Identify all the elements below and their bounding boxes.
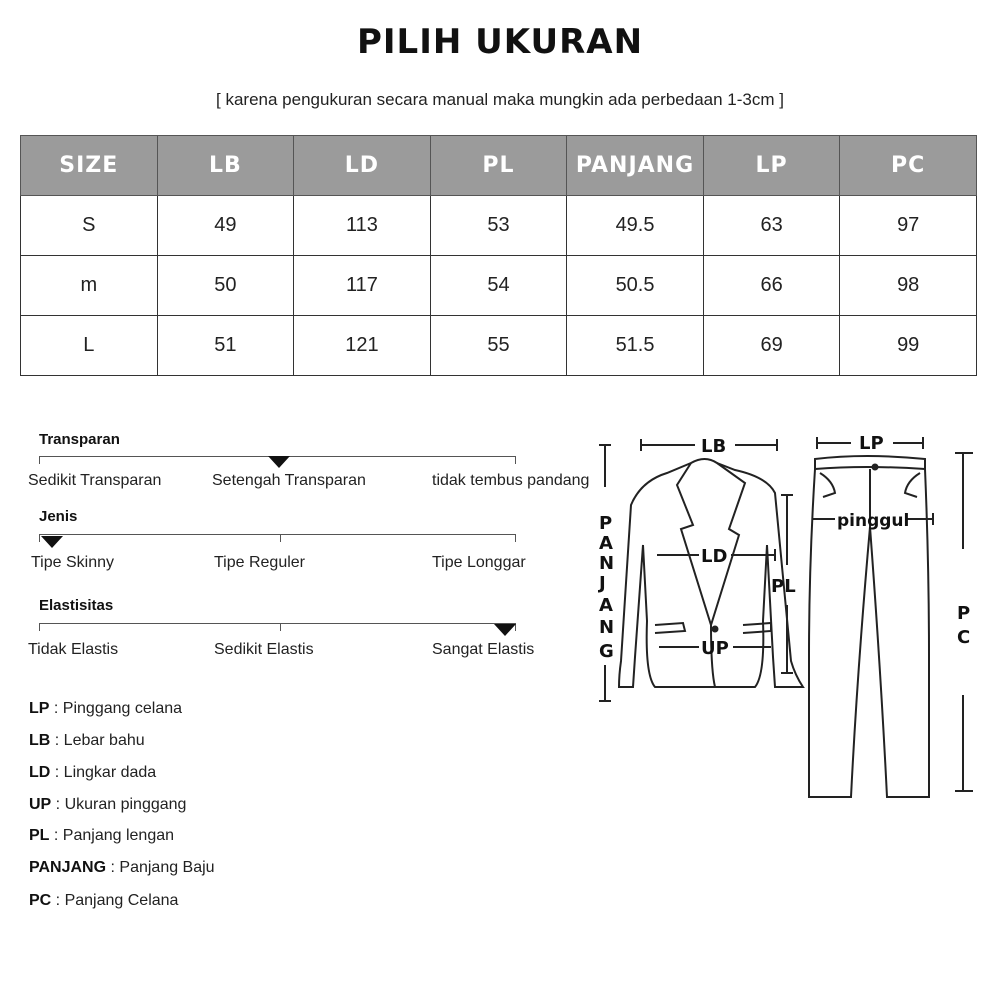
table-row — [21, 196, 977, 256]
table-cell: 55 — [430, 316, 567, 376]
table-cell: L — [21, 316, 158, 376]
legend-desc: Ukuran pinggang — [64, 796, 187, 813]
scale-option-label: tidak tembus pandang — [432, 472, 590, 489]
legend-key: PANJANG — [29, 859, 107, 876]
legend-item: UP : Ukuran pinggang — [29, 796, 187, 813]
lp-label: LP — [859, 433, 884, 454]
table-cell: 50.5 — [567, 256, 704, 316]
table-cell: 63 — [703, 196, 840, 256]
panjang-letter: P — [599, 513, 613, 534]
table-cell: 113 — [294, 196, 431, 256]
legend-key: PL — [29, 827, 50, 844]
table-cell: 49.5 — [567, 196, 704, 256]
pinggul-label: pinggul — [837, 511, 910, 531]
table-cell: 69 — [703, 316, 840, 376]
table-cell: 51 — [157, 316, 294, 376]
column-header: PANJANG — [567, 136, 704, 196]
legend-item: PANJANG : Panjang Baju — [29, 859, 215, 876]
pants-illustration — [809, 456, 929, 797]
page-title: PILIH UKURAN — [356, 22, 644, 62]
page-subtitle: [ karena pengukuran secara manual maka mungkin ada perbedaan 1-3cm ] — [216, 90, 784, 109]
table-cell: 51.5 — [567, 316, 704, 376]
scale-line — [39, 534, 516, 535]
table-row — [21, 316, 977, 376]
legend-key: LB — [29, 732, 51, 749]
column-header: SIZE — [21, 136, 158, 196]
panjang-letter: N — [599, 617, 615, 638]
table-cell: 97 — [840, 196, 977, 256]
ld-label: LD — [701, 546, 728, 567]
scale-option-label: Setengah Transparan — [212, 472, 366, 489]
legend-key: LP — [29, 700, 50, 717]
scale-option-label: Tipe Reguler — [214, 554, 306, 571]
panjang-letter: A — [599, 533, 613, 554]
up-label: UP — [701, 638, 729, 659]
scale-tick — [39, 534, 40, 542]
scale-title-elastisitas: Elastisitas — [39, 597, 114, 614]
legend-desc: Panjang lengan — [62, 827, 175, 844]
table-cell: 54 — [430, 256, 567, 316]
table-cell: 50 — [157, 256, 294, 316]
pc-letter: P — [957, 603, 971, 624]
legend-item: LP : Pinggang celana — [29, 700, 183, 717]
table-cell: S — [21, 196, 158, 256]
scale-title-jenis: Jenis — [39, 508, 78, 525]
table-cell: 53 — [430, 196, 567, 256]
lb-label: LB — [701, 436, 727, 457]
table-cell: 99 — [840, 316, 977, 376]
scale-option-label: Sedikit Transparan — [28, 472, 162, 489]
legend-key: LD — [29, 764, 51, 781]
column-header: PC — [840, 136, 977, 196]
legend-item: LD : Lingkar dada — [29, 764, 157, 781]
legend-desc: Panjang Baju — [119, 859, 215, 876]
scale-option-label: Tipe Longgar — [432, 554, 526, 571]
column-header: LP — [703, 136, 840, 196]
column-header: LB — [157, 136, 294, 196]
pc-letter: C — [957, 627, 971, 648]
scale-selected-marker — [268, 456, 290, 468]
scale-line — [39, 623, 516, 624]
scale-selected-marker — [494, 624, 516, 636]
pl-label: PL — [771, 576, 796, 597]
scale-tick — [39, 456, 40, 464]
scale-tick — [280, 534, 281, 542]
panjang-letter: J — [599, 573, 606, 594]
legend-desc: Lebar bahu — [63, 732, 145, 749]
scale-tick — [515, 456, 516, 464]
legend-item: PL : Panjang lengan — [29, 827, 175, 844]
scale-tick — [280, 623, 281, 631]
panjang-letter: N — [599, 553, 615, 574]
legend-desc: Pinggang celana — [62, 700, 183, 717]
scale-title-transparan: Transparan — [39, 431, 120, 448]
garment-measurement-diagram — [595, 425, 990, 925]
table-row — [21, 256, 977, 316]
table-cell: m — [21, 256, 158, 316]
panjang-letter: A — [599, 595, 613, 616]
scale-tick — [515, 534, 516, 542]
legend-key: PC — [29, 892, 52, 909]
table-cell: 121 — [294, 316, 431, 376]
column-header: PL — [430, 136, 567, 196]
scale-option-label: Tipe Skinny — [31, 554, 114, 571]
panjang-letter: G — [599, 641, 614, 662]
scale-selected-marker — [41, 536, 63, 548]
legend-desc: Lingkar dada — [63, 764, 157, 781]
legend-item: PC : Panjang Celana — [29, 892, 179, 909]
scale-option-label: Sangat Elastis — [432, 641, 535, 658]
table-cell: 98 — [840, 256, 977, 316]
legend-desc: Panjang Celana — [64, 892, 179, 909]
scale-tick — [39, 623, 40, 631]
legend-key: UP — [29, 796, 52, 813]
legend-item: LB : Lebar bahu — [29, 732, 145, 749]
column-header: LD — [294, 136, 431, 196]
size-table — [20, 135, 977, 376]
table-cell: 117 — [294, 256, 431, 316]
table-header-row — [21, 136, 977, 196]
scale-option-label: Sedikit Elastis — [214, 641, 314, 658]
scale-option-label: Tidak Elastis — [28, 641, 119, 658]
table-cell: 49 — [157, 196, 294, 256]
table-cell: 66 — [703, 256, 840, 316]
